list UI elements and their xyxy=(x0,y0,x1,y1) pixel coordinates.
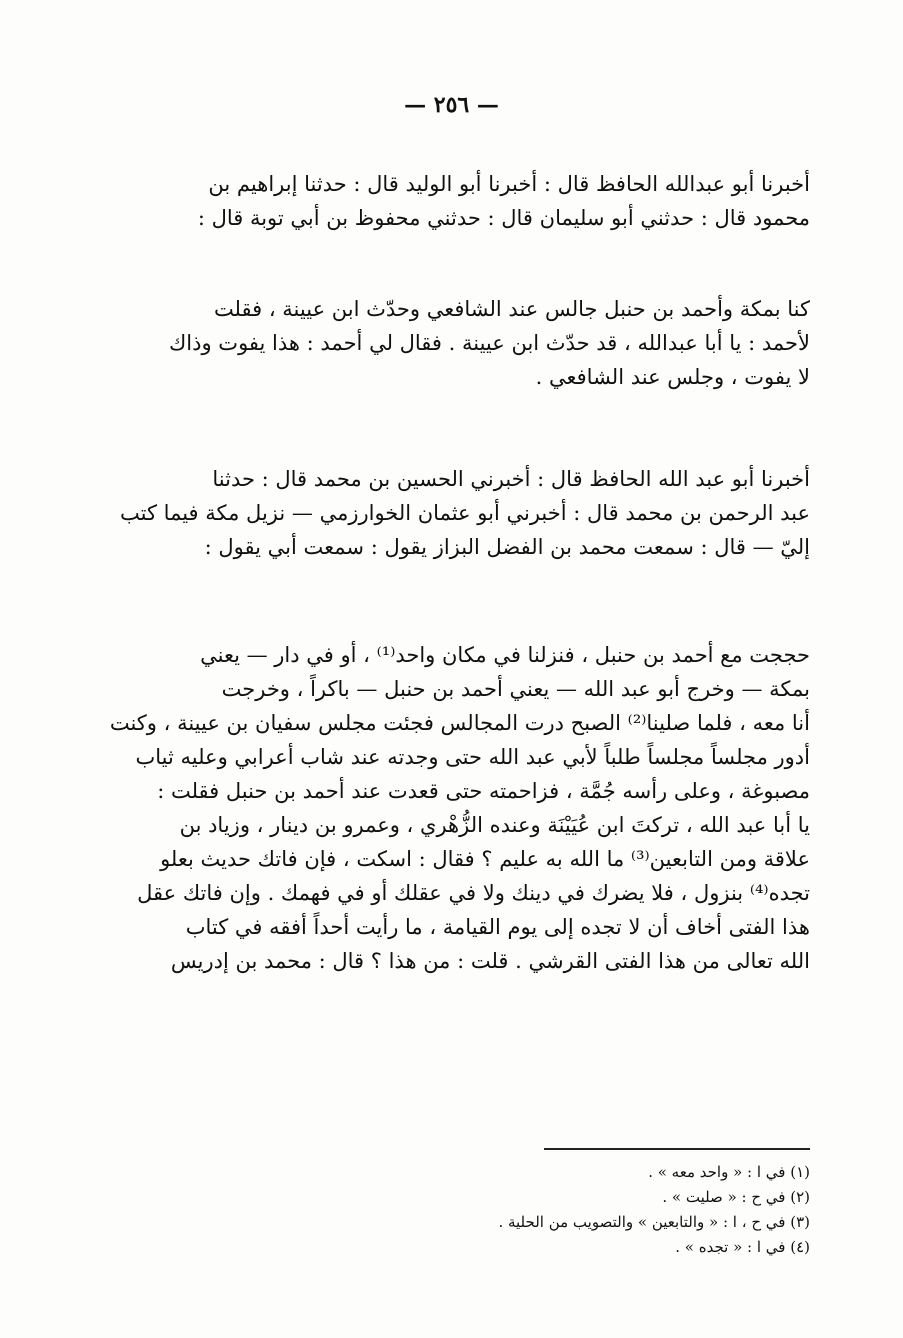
text-line: يا أبا عبد الله ، تركتَ ابن عُيَيْنَة وعنده الزُّهْري ، وعمرو بن دينار ، وزياد بن xyxy=(179,813,810,837)
text-line: حججت مع أحمد بن حنبل ، فنزلنا في مكان واحد⁽¹⁾ ، أو في دار — يعني xyxy=(200,643,810,667)
paragraph-narrative-2 xyxy=(98,638,810,978)
text-line: الله تعالى من هذا الفتى القرشي . قلت : من هذا ؟ قال : محمد بن إدريس xyxy=(170,949,810,973)
footnote-4: (٤) في ا : « تجده » . xyxy=(675,1238,810,1256)
paragraph-narrative-1 xyxy=(98,292,810,394)
text-line: أدور مجلساً مجلساً طلباً لأبي عبد الله حتى وجدته عند شاب أعرابي وعليه ثياب xyxy=(135,745,810,769)
text-line: إليّ — قال : سمعت محمد بن الفضل البزاز يقول : سمعت أبي يقول : xyxy=(204,535,810,559)
text-line: محمود قال : حدثني أبو سليمان قال : حدثني محفوظ بن أبي توبة قال : xyxy=(197,206,810,230)
text-line: هذا الفتى أخاف أن لا تجده إلى يوم القيامة ، ما رأيت أحداً أفقه في كتاب xyxy=(185,915,810,939)
footnote-3: (٣) في ح ، ا : « والتابعين » والتصويب من الحلية . xyxy=(498,1213,810,1231)
footnote-1: (١) في ا : « واحد معه » . xyxy=(648,1163,810,1181)
page-number: — ٢٥٦ — xyxy=(404,92,499,118)
paragraph-isnad-2 xyxy=(98,462,810,564)
text-line: أخبرنا أبو عبد الله الحافظ قال : أخبرني الحسين بن محمد قال : حدثنا xyxy=(212,467,810,491)
text-line: تجده⁽⁴⁾ بنزول ، فلا يضرك في دينك ولا في عقلك أو في فهمك . وإن فاتك عقل xyxy=(137,881,810,905)
footnote-2: (٢) في ح : « صليت » . xyxy=(662,1188,810,1206)
footnotes xyxy=(300,1160,810,1260)
text-line: لا يفوت ، وجلس عند الشافعي . xyxy=(535,365,810,389)
text-line: كنا بمكة وأحمد بن حنبل جالس عند الشافعي وحدّث ابن عيينة ، فقلت xyxy=(213,297,810,321)
paragraph-isnad-1 xyxy=(98,167,810,235)
text-line: مصبوغة ، وعلى رأسه جُمَّة ، فزاحمته حتى قعدت عند أحمد بن حنبل فقلت : xyxy=(157,779,810,803)
text-line: عبد الرحمن بن محمد قال : أخبرني أبو عثمان الخوارزمي — نزيل مكة فيما كتب xyxy=(120,501,810,525)
text-line: أنا معه ، فلما صلينا⁽²⁾ الصبح درت المجالس فجئت مجلس سفيان بن عيينة ، وكنت xyxy=(109,711,810,735)
text-line: بمكة — وخرج أبو عبد الله — يعني أحمد بن حنبل — باكراً ، وخرجت xyxy=(221,677,810,701)
text-line: أخبرنا أبو عبدالله الحافظ قال : أخبرنا أبو الوليد قال : حدثنا إبراهيم بن xyxy=(208,172,810,196)
text-line: لأحمد : يا أبا عبدالله ، قد حدّث ابن عيينة . فقال لي أحمد : هذا يفوت وذاك xyxy=(168,331,810,355)
text-line: علاقة ومن التابعين⁽³⁾ ما الله به عليم ؟ فقال : اسكت ، فإن فاتك حديث بعلو xyxy=(160,847,810,871)
footnote-divider xyxy=(544,1148,810,1150)
